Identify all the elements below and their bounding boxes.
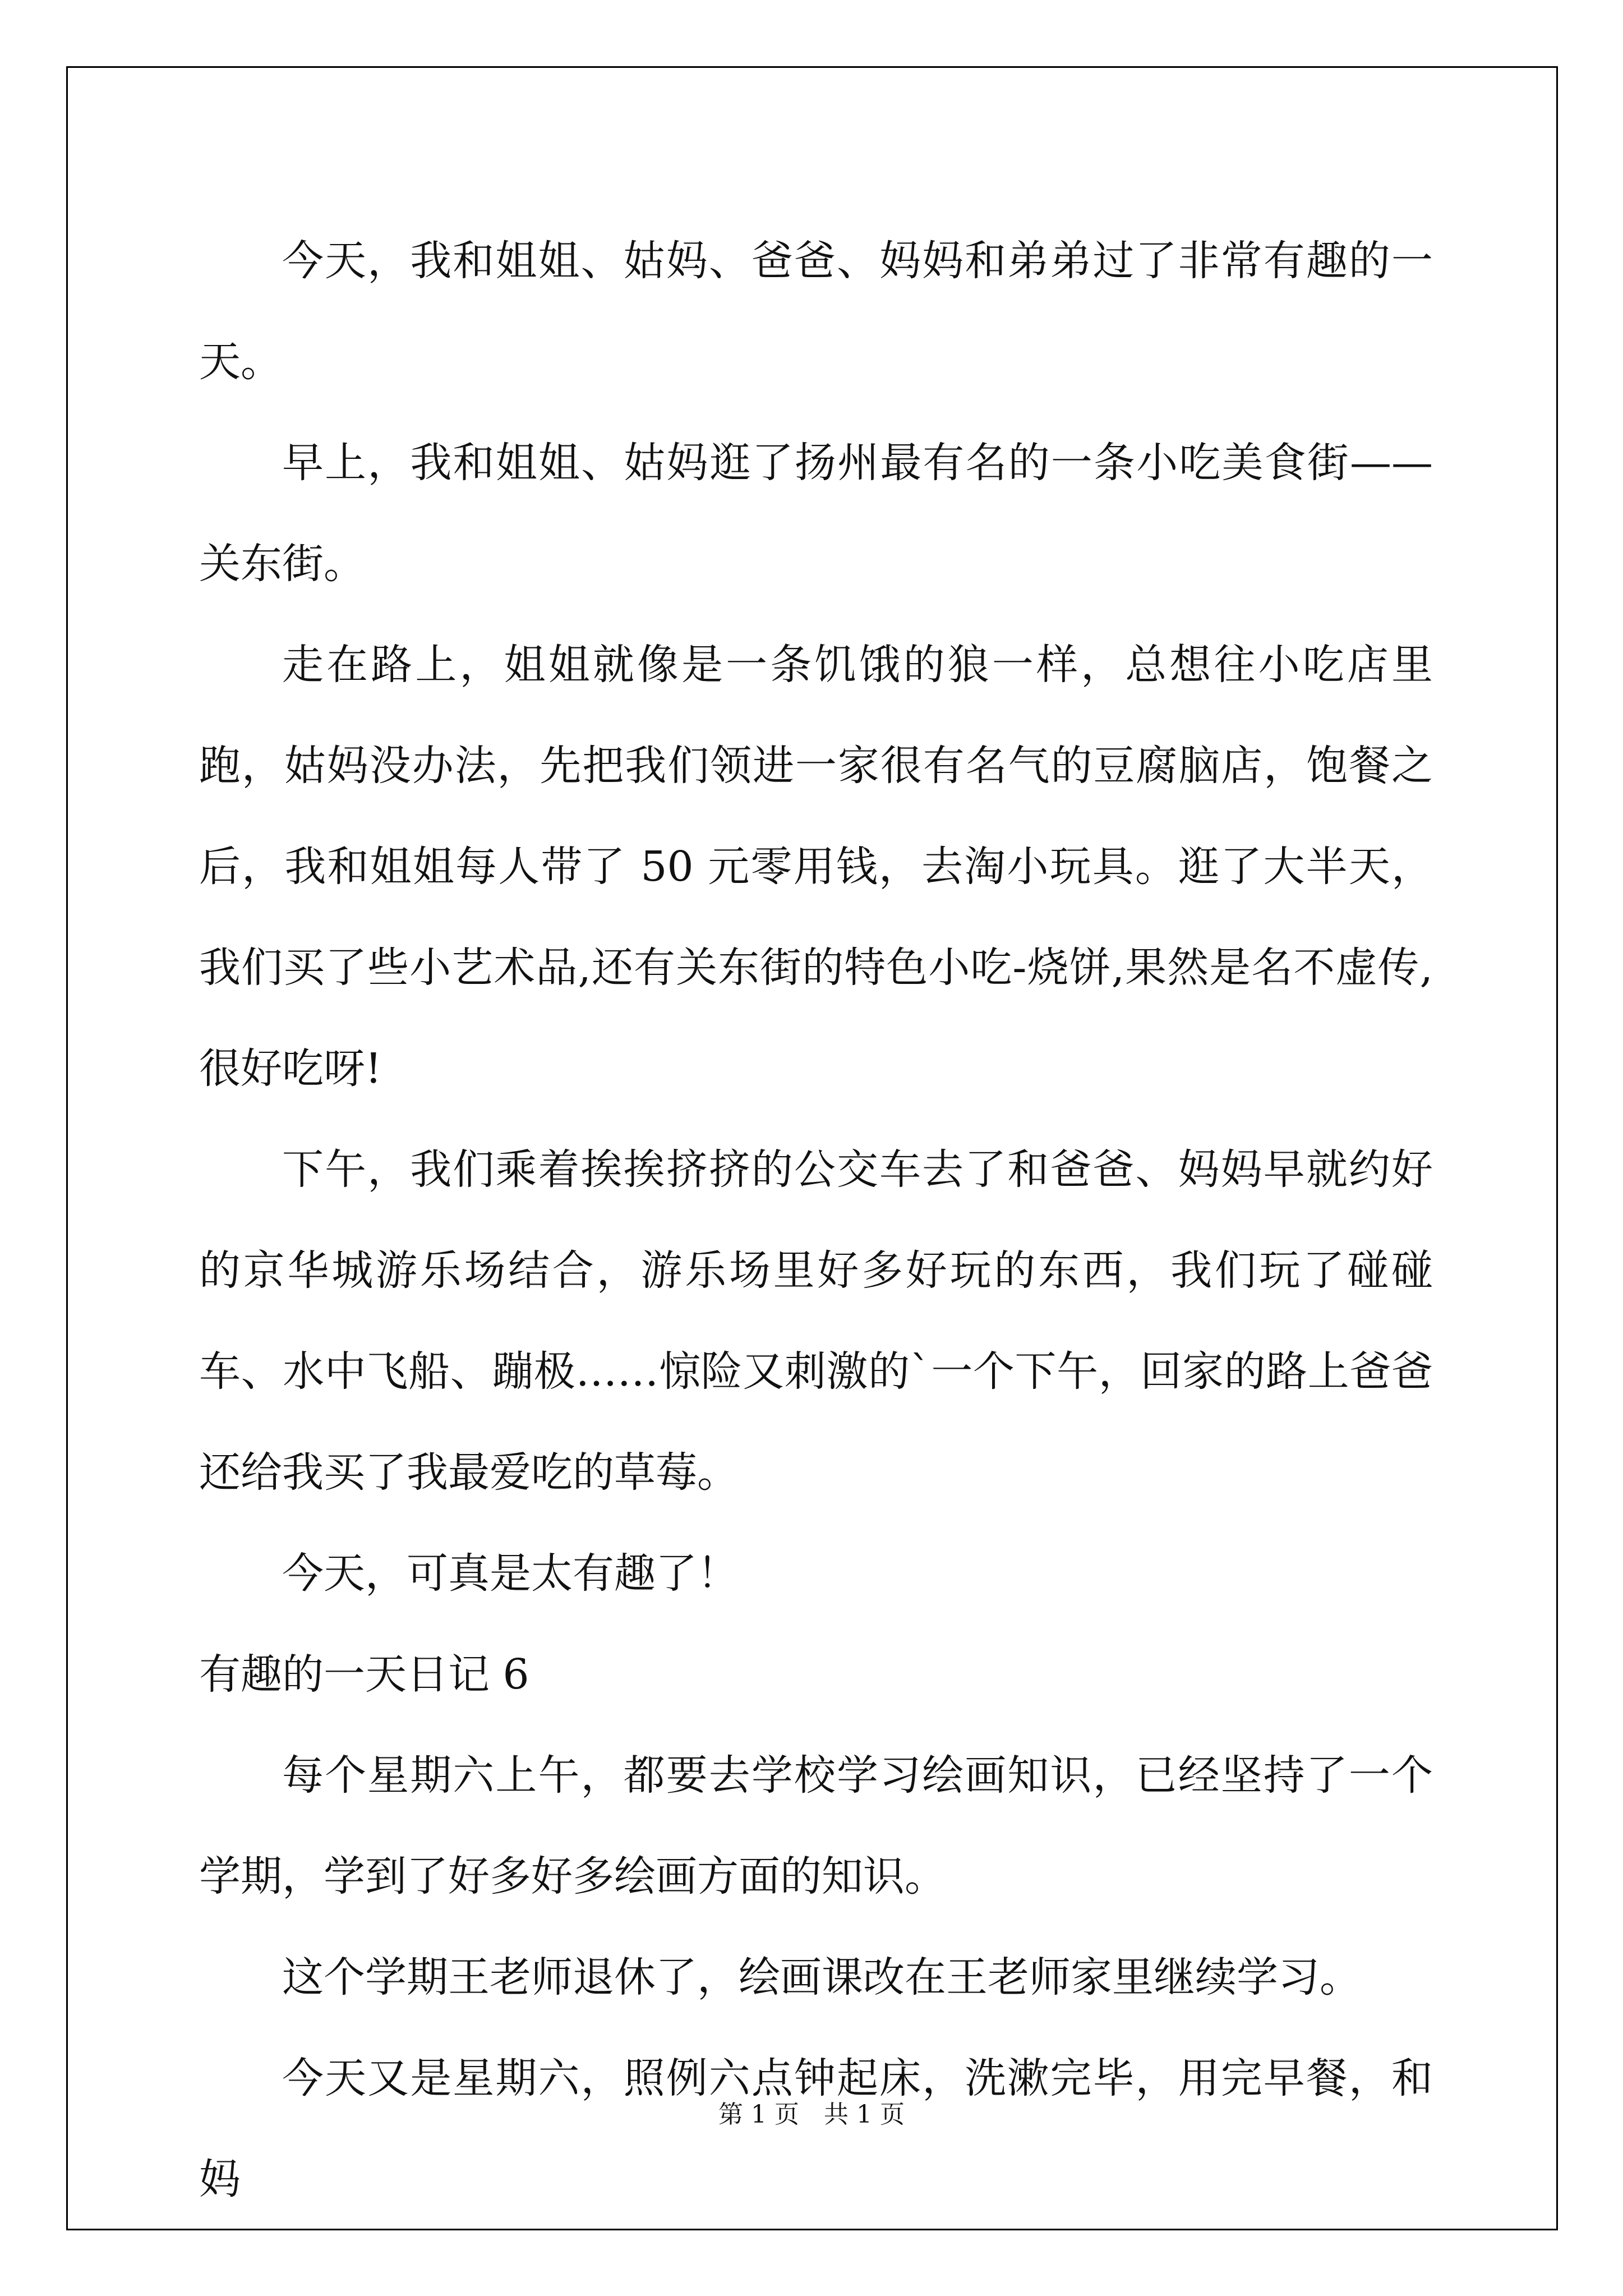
document-body: [199, 210, 1433, 2230]
paragraph: 早上，我和姐姐、姑妈逛了扬州最有名的一条小吃美食街——关东街。: [199, 439, 1433, 588]
paragraph: 每个星期六上午，都要去学校学习绘画知识，已经坚持了一个学期，学到了好多好多绘画方面的知识。: [199, 1751, 1433, 1901]
paragraph: 今天，可真是太有趣了！: [282, 1549, 739, 1598]
paragraph: 这个学期王老师退休了，绘画课改在王老师家里继续学习。: [282, 1953, 1361, 2001]
paragraph: 走在路上，姐姐就像是一条饥饿的狼一样，总想往小吃店里跑，姑妈没办法，先把我们领进一家很有名气的豆腐脑店，饱餐之后，我和姐姐每人带了 50 元零用钱，去淘小玩具。逛了大半天，我们买了些小艺术品,还有关东街的特色小吃-烧饼,果然是名不虚传,很好吃呀!: [199, 641, 1433, 1093]
paragraph: 下午，我们乘着挨挨挤挤的公交车去了和爸爸、妈妈早就约好的京华城游乐场结合，游乐场里好多好玩的东西，我们玩了碰碰车、水中飞船、蹦极……惊险又刺激的`一个下午，回家的路上爸爸还给我买了我最爱吃的草莓。: [199, 1145, 1433, 1497]
page-footer: 第 1 页 共 1 页: [718, 2100, 905, 2129]
paragraph: 今天又是星期六，照例六点钟起床，洗漱完毕，用完早餐，和妈: [199, 2054, 1433, 2203]
section-heading: 有趣的一天日记 6: [199, 1650, 529, 1699]
paragraph: 今天，我和姐姐、姑妈、爸爸、妈妈和弟弟过了非常有趣的一天。: [199, 237, 1433, 386]
